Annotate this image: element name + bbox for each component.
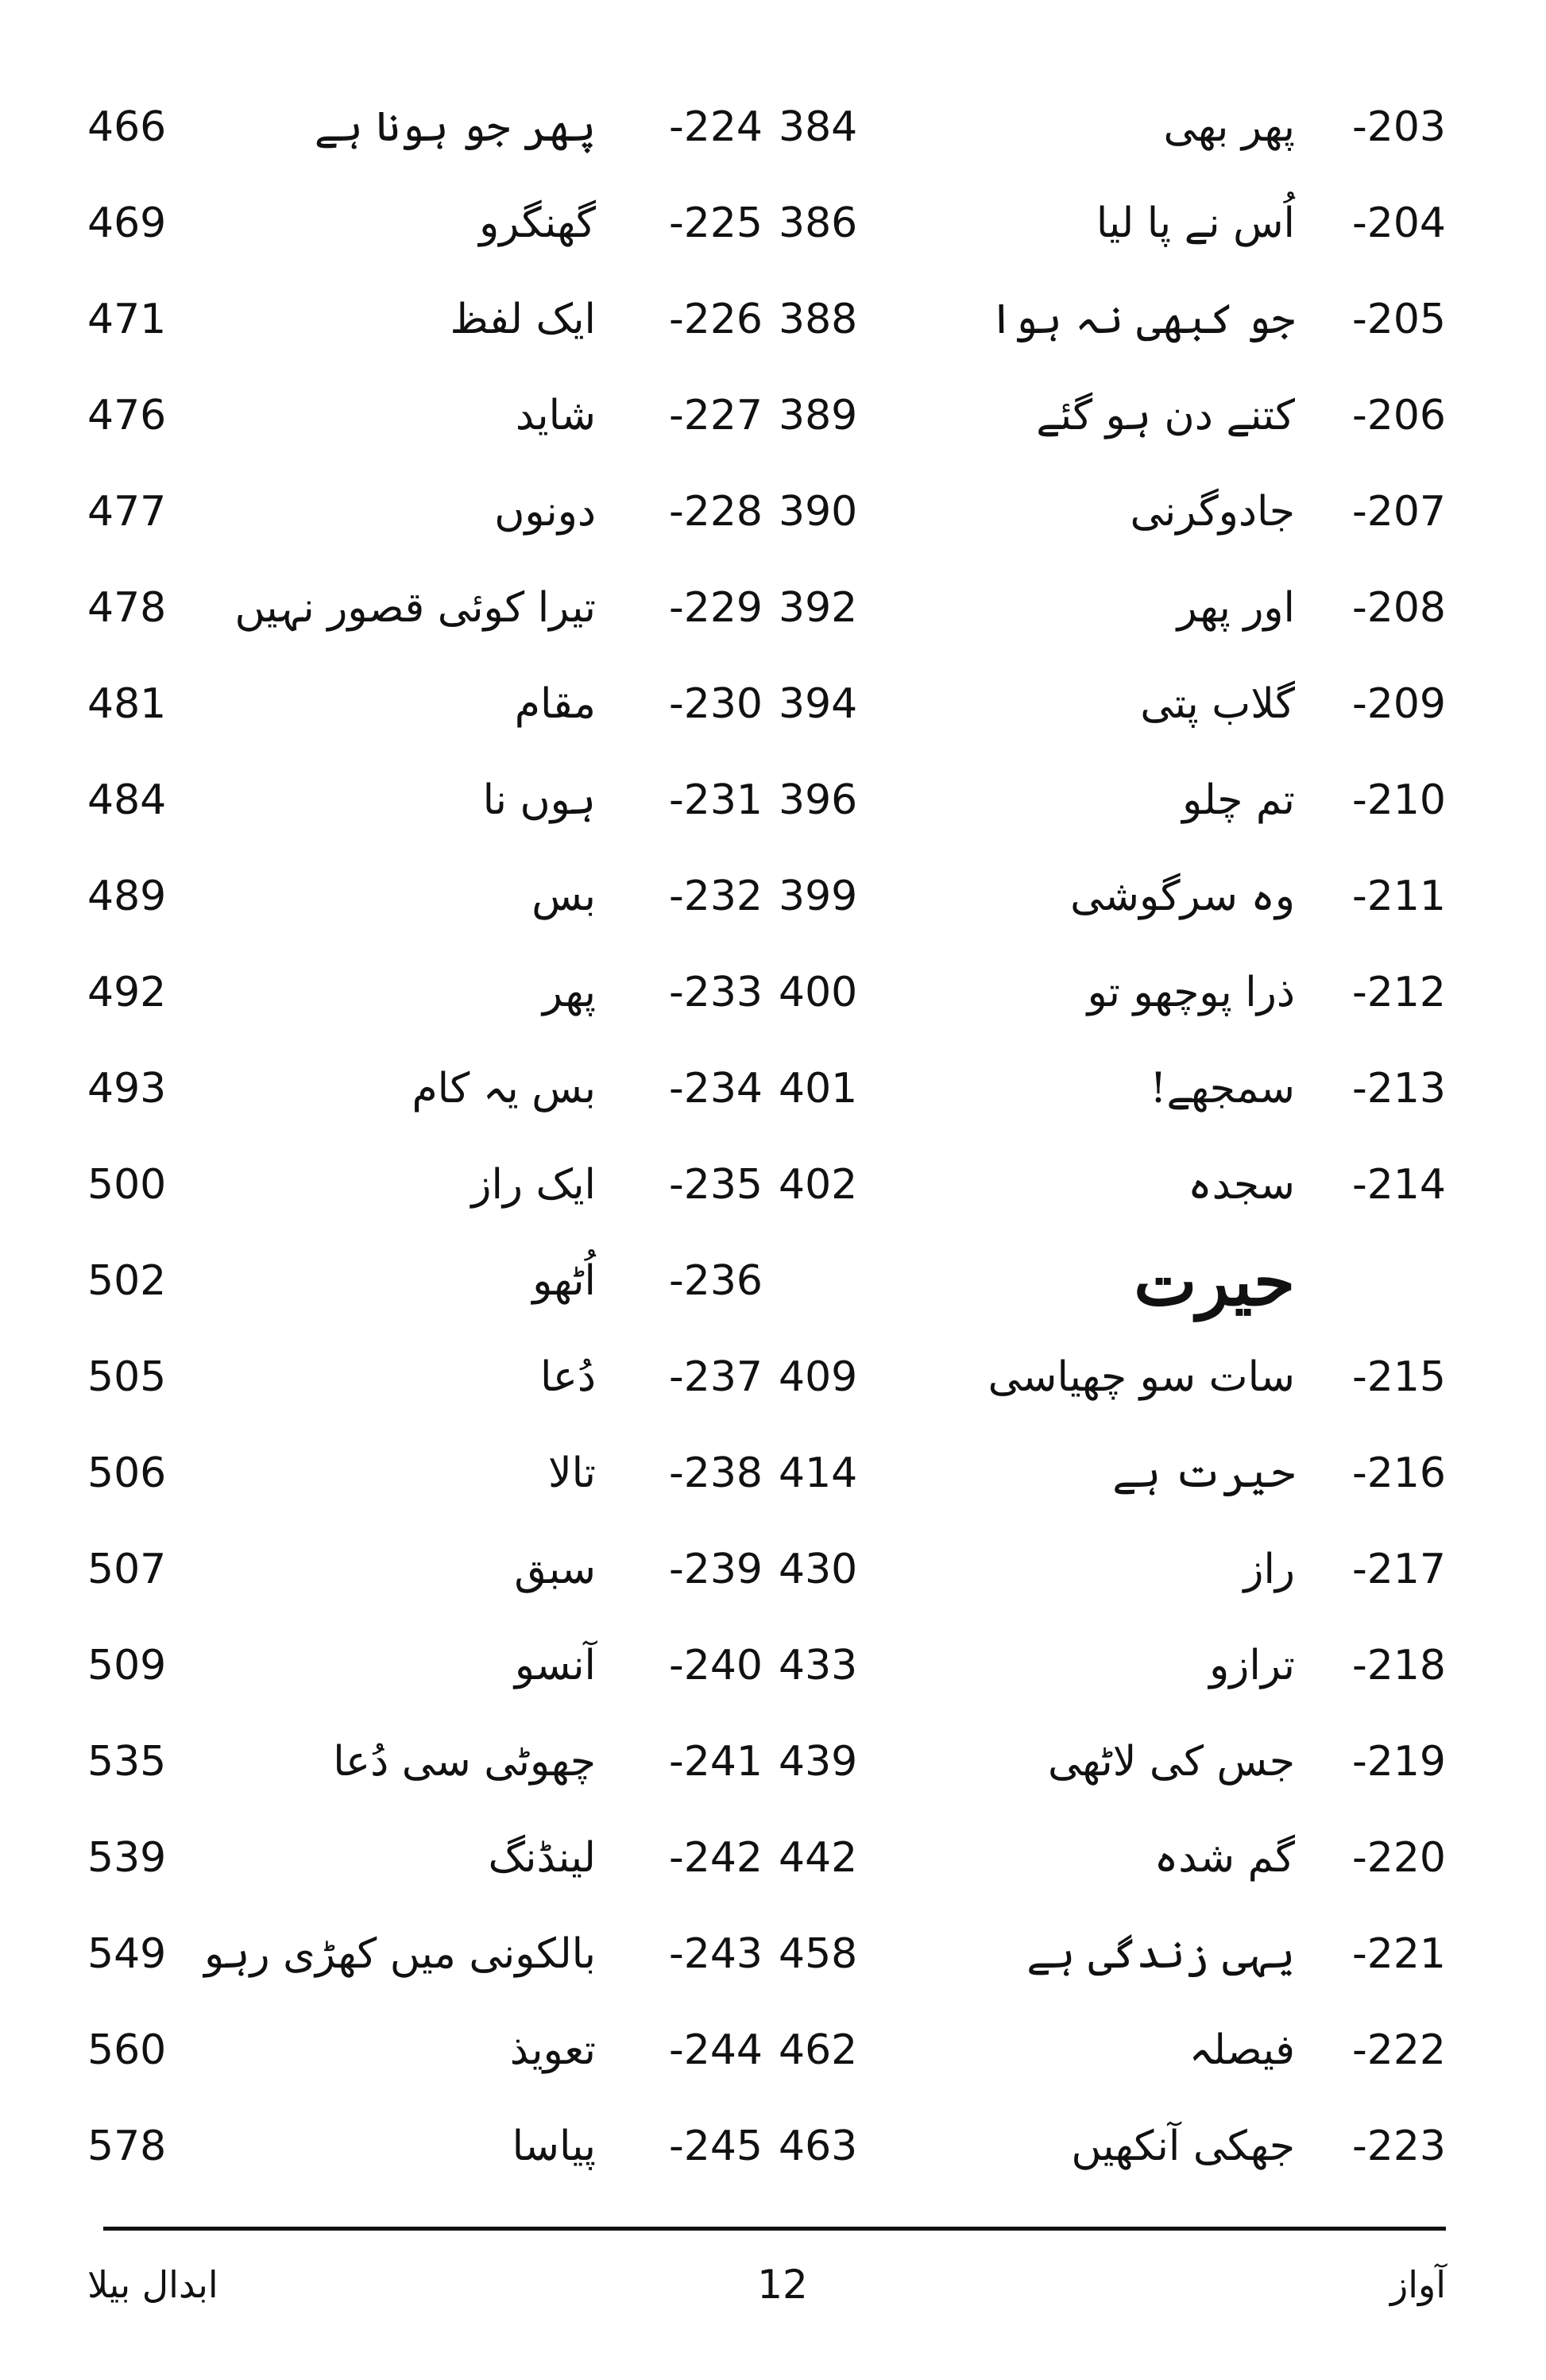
entry-number: -204 — [1351, 199, 1446, 247]
toc-entry — [87, 464, 763, 560]
entry-title: شاید — [515, 392, 596, 439]
entry-number: -224 — [668, 103, 763, 151]
entry-number: -233 — [668, 969, 763, 1016]
entry-title: سبق — [514, 1546, 596, 1593]
entry-number: -240 — [668, 1642, 763, 1689]
entry-number: -210 — [1351, 776, 1446, 824]
entry-number: -211 — [1351, 873, 1446, 920]
entry-title: چھوٹی سی دُعا — [333, 1738, 596, 1786]
entry-number: -206 — [1351, 392, 1446, 439]
entry-page: 386 — [779, 199, 858, 247]
toc-entry — [87, 1426, 763, 1522]
entry-number: -218 — [1351, 1642, 1446, 1689]
entry-page: 471 — [87, 296, 167, 343]
entry-title: سات سو چھیاسی — [988, 1353, 1295, 1401]
entry-number: -229 — [668, 584, 763, 632]
toc-entry — [87, 849, 763, 945]
toc-entry — [87, 753, 763, 849]
entry-page: 469 — [87, 199, 167, 247]
entry-number: -244 — [668, 2026, 763, 2074]
entry-number: -219 — [1351, 1738, 1446, 1786]
toc-entry — [87, 560, 763, 656]
entry-title: ہوں نا — [482, 776, 596, 824]
entry-page: 509 — [87, 1642, 167, 1689]
entry-number: -209 — [1351, 680, 1446, 728]
toc-entry — [779, 1329, 1446, 1426]
entry-title: اُٹھو — [532, 1257, 596, 1305]
entry-number: -221 — [1351, 1930, 1446, 1978]
entry-title: لینڈنگ — [488, 1834, 596, 1882]
entry-page: 433 — [779, 1642, 858, 1689]
entry-title: کتنے دن ہو گئے — [1036, 392, 1295, 439]
toc-entry — [779, 1041, 1446, 1137]
toc-entry — [779, 1714, 1446, 1810]
entry-page: 396 — [779, 776, 858, 824]
toc-entry — [779, 560, 1446, 656]
entry-title: بس — [531, 873, 596, 920]
entry-page: 549 — [87, 1930, 167, 1978]
entry-title: جو کبھی نہ ہوا — [989, 296, 1295, 343]
entry-title: بس یہ کام — [412, 1065, 596, 1113]
entry-page: 402 — [779, 1161, 858, 1209]
entry-page: 401 — [779, 1065, 858, 1113]
entry-title: دونوں — [494, 488, 596, 536]
toc-entry — [87, 79, 763, 176]
entry-number: -242 — [668, 1834, 763, 1882]
footer-divider — [103, 2227, 1446, 2231]
entry-title: پھر جو ہونا ہے — [314, 103, 596, 151]
entry-page: 489 — [87, 873, 167, 920]
toc-entry — [87, 1329, 763, 1426]
toc-entry — [87, 368, 763, 464]
entry-page: 439 — [779, 1738, 858, 1786]
toc-entry — [87, 176, 763, 272]
toc-entry — [87, 2003, 763, 2099]
toc-left-column — [87, 79, 763, 2195]
toc-entry — [87, 272, 763, 368]
toc-entry — [87, 1233, 763, 1329]
entry-number: -238 — [668, 1449, 763, 1497]
toc-entry — [779, 656, 1446, 753]
entry-page: 463 — [779, 2123, 858, 2170]
entry-title: تعویذ — [509, 2026, 596, 2074]
entry-number: -217 — [1351, 1546, 1446, 1593]
toc-entry — [779, 945, 1446, 1041]
entry-page: 462 — [779, 2026, 858, 2074]
toc-entry — [87, 1041, 763, 1137]
entry-number: -220 — [1351, 1834, 1446, 1882]
toc-entry — [779, 1137, 1446, 1233]
section-heading — [779, 1233, 1446, 1329]
entry-page: 384 — [779, 103, 858, 151]
entry-title: سمجھے! — [1150, 1065, 1295, 1113]
entry-page: 466 — [87, 103, 167, 151]
toc-entry — [779, 176, 1446, 272]
entry-page: 389 — [779, 392, 858, 439]
entry-number: -216 — [1351, 1449, 1446, 1497]
entry-number: -203 — [1351, 103, 1446, 151]
footer-author: ابدال بیلا — [87, 2263, 218, 2306]
entry-number: -205 — [1351, 296, 1446, 343]
entry-title: جھکی آنکھیں — [1071, 2123, 1295, 2170]
entry-number: -208 — [1351, 584, 1446, 632]
entry-page: 390 — [779, 488, 858, 536]
entry-page: 539 — [87, 1834, 167, 1882]
entry-number: -239 — [668, 1546, 763, 1593]
entry-title: بالکونی میں کھڑی رہو — [204, 1930, 596, 1978]
entry-page: 484 — [87, 776, 167, 824]
entry-number: -234 — [668, 1065, 763, 1113]
entry-page: 399 — [779, 873, 858, 920]
entry-title: دُعا — [539, 1353, 596, 1401]
entry-title: گھنگرو — [479, 199, 596, 247]
entry-page: 560 — [87, 2026, 167, 2074]
entry-title: پھر — [542, 969, 596, 1016]
entry-page: 505 — [87, 1353, 167, 1401]
entry-number: -232 — [668, 873, 763, 920]
entry-title: اُس نے پا لیا — [1096, 199, 1295, 247]
entry-title: آنسو — [514, 1642, 596, 1689]
entry-page: 502 — [87, 1257, 167, 1305]
entry-page: 400 — [779, 969, 858, 1016]
toc-entry — [87, 1137, 763, 1233]
toc-entry — [87, 656, 763, 753]
entry-number: -212 — [1351, 969, 1446, 1016]
toc-entry — [779, 368, 1446, 464]
entry-title: ترازو — [1209, 1642, 1295, 1689]
entry-number: -227 — [668, 392, 763, 439]
entry-page: 458 — [779, 1930, 858, 1978]
entry-title: ایک لفظ — [450, 296, 596, 343]
toc-entry — [779, 2003, 1446, 2099]
entry-page: 477 — [87, 488, 167, 536]
entry-number: -235 — [668, 1161, 763, 1209]
toc-entry — [779, 2099, 1446, 2195]
entry-title: گم شدہ — [1154, 1834, 1295, 1882]
toc-entry — [779, 79, 1446, 176]
entry-number: -213 — [1351, 1065, 1446, 1113]
entry-title: جادوگرنی — [1130, 488, 1295, 536]
toc-entry — [779, 1618, 1446, 1714]
toc-entry — [779, 272, 1446, 368]
entry-title: ذرا پوچھو تو — [1087, 969, 1295, 1016]
footer-book-title: آواز — [1390, 2263, 1446, 2306]
toc-entry — [779, 1426, 1446, 1522]
toc-entry — [87, 2099, 763, 2195]
entry-number: -215 — [1351, 1353, 1446, 1401]
entry-page: 493 — [87, 1065, 167, 1113]
section-heading-text: حیرت — [1134, 1242, 1295, 1321]
entry-number: -223 — [1351, 2123, 1446, 2170]
entry-title: پیاسا — [512, 2123, 596, 2170]
entry-page: 430 — [779, 1546, 858, 1593]
entry-page: 500 — [87, 1161, 167, 1209]
entry-title: تالا — [548, 1449, 596, 1497]
toc-entry — [779, 1906, 1446, 2003]
entry-page: 506 — [87, 1449, 167, 1497]
entry-title: جس کی لاٹھی — [1047, 1738, 1295, 1786]
entry-number: -245 — [668, 2123, 763, 2170]
entry-page: 409 — [779, 1353, 858, 1401]
toc-entry — [87, 1810, 763, 1906]
toc-entry — [779, 464, 1446, 560]
toc-entry — [87, 945, 763, 1041]
entry-number: -225 — [668, 199, 763, 247]
entry-title: یہی زندگی ہے — [1026, 1930, 1295, 1978]
entry-title: مقام — [514, 680, 596, 728]
footer-page-number: 12 — [757, 2262, 808, 2308]
toc-entry — [779, 1522, 1446, 1618]
entry-title: وہ سرگوشی — [1070, 873, 1295, 920]
entry-number: -243 — [668, 1930, 763, 1978]
toc-entry — [779, 1810, 1446, 1906]
entry-title: پھر بھی — [1163, 103, 1295, 151]
entry-page: 388 — [779, 296, 858, 343]
entry-page: 392 — [779, 584, 858, 632]
entry-page: 578 — [87, 2123, 167, 2170]
entry-number: -207 — [1351, 488, 1446, 536]
toc-entry — [87, 1906, 763, 2003]
entry-number: -214 — [1351, 1161, 1446, 1209]
entry-page: 507 — [87, 1546, 167, 1593]
entry-page: 414 — [779, 1449, 858, 1497]
entry-number: -241 — [668, 1738, 763, 1786]
entry-number: -230 — [668, 680, 763, 728]
entry-title: حیرت ہے — [1112, 1449, 1295, 1497]
toc-entry — [779, 849, 1446, 945]
entry-number: -226 — [668, 296, 763, 343]
entry-number: -228 — [668, 488, 763, 536]
entry-page: 535 — [87, 1738, 167, 1786]
toc-entry — [779, 753, 1446, 849]
entry-title: راز — [1243, 1546, 1295, 1593]
entry-page: 481 — [87, 680, 167, 728]
entry-page: 492 — [87, 969, 167, 1016]
entry-title: تیرا کوئی قصور نہیں — [234, 584, 596, 632]
entry-number: -222 — [1351, 2026, 1446, 2074]
entry-page: 478 — [87, 584, 167, 632]
entry-page: 394 — [779, 680, 858, 728]
entry-title: گلاب پتی — [1140, 680, 1295, 728]
entry-title: فیصلہ — [1188, 2026, 1295, 2074]
entry-title: سجدہ — [1188, 1161, 1295, 1209]
entry-title: تم چلو — [1182, 776, 1295, 824]
toc-entry — [87, 1714, 763, 1810]
entry-page: 442 — [779, 1834, 858, 1882]
toc-entry — [87, 1618, 763, 1714]
toc-entry — [87, 1522, 763, 1618]
entry-number: -231 — [668, 776, 763, 824]
entry-number: -237 — [668, 1353, 763, 1401]
entry-title: اور پھر — [1177, 584, 1295, 632]
entry-page: 476 — [87, 392, 167, 439]
toc-right-column — [779, 79, 1446, 2195]
entry-title: ایک راز — [471, 1161, 596, 1209]
entry-number: -236 — [668, 1257, 763, 1305]
